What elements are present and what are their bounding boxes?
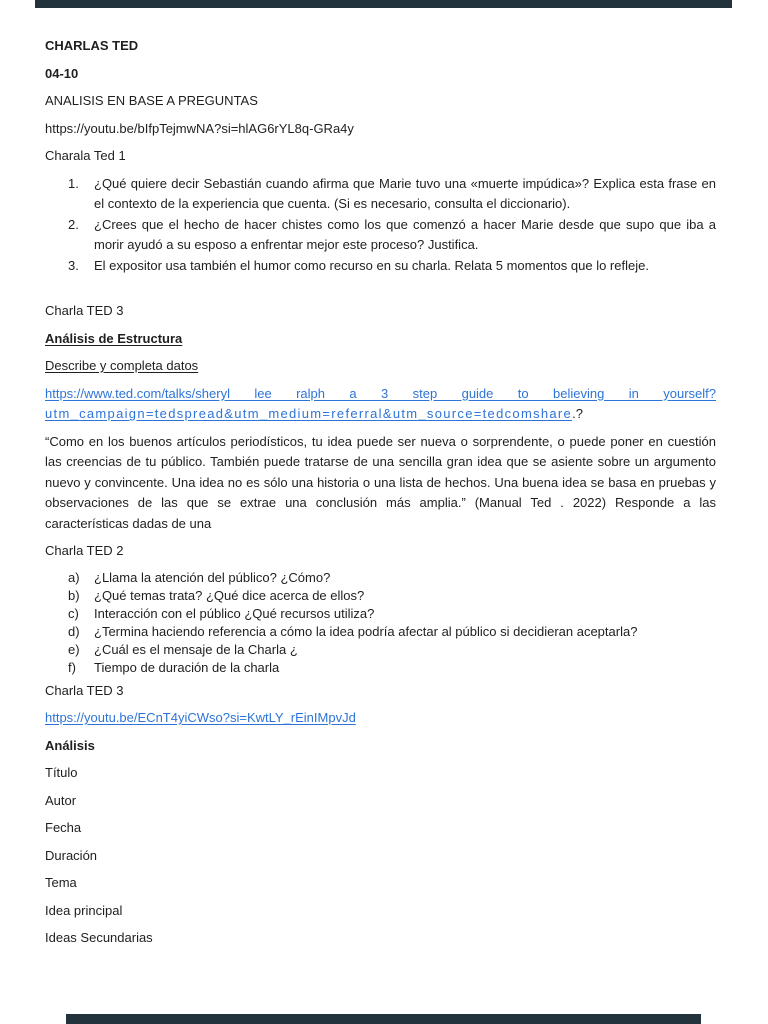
charla3-video-link[interactable]: https://youtu.be/ECnT4yiCWso?si=KwtLY_rEinIMpvJd [45,710,356,725]
list-item-text: ¿Cuál es el mensaje de la Charla ¿ [94,641,298,657]
estructura-heading: Análisis de Estructura [45,330,183,346]
list-item-text: ¿Termina haciendo referencia a cómo la idea podría afectar al público si decidieran aceptarla? [94,623,638,639]
list-item [68,215,716,256]
charla3-link-block [45,708,716,729]
list-item-marker: c) [68,605,79,621]
analysis-field-label: Fecha [45,820,82,835]
analysis-field-list [45,763,716,949]
list-item-marker: d) [68,623,80,639]
list-item-marker: e) [68,641,80,657]
analysis-field-label: Título [45,765,78,780]
charla2-label: Charla TED 2 [45,543,124,558]
ted-talk-link-suffix: .? [572,406,583,421]
ted-talk-link-line1[interactable]: https://www.ted.com/talks/sheryl lee ralph a 3 step guide to believing in yourself? [45,385,716,401]
list-item [68,659,716,677]
list-item [68,256,716,277]
ted-talk-link-line2-wrap [45,404,716,425]
list-item-text: ¿Llama la atención del público? ¿Cómo? [94,569,331,585]
list-item-text: El expositor usa también el humor como recurso en su charla. Relata 5 momentos que lo refleje. [94,257,649,273]
list-item-text: ¿Qué temas trata? ¿Qué dice acerca de ellos? [94,587,365,603]
list-item [68,587,716,605]
analysis-field-label: Idea principal [45,902,123,918]
charla2-question-list [45,569,716,677]
ted-talk-link-block [45,384,716,425]
analysis-field-label: Autor [45,792,77,808]
estructura-label: Charla TED 3 [45,303,124,318]
manual-ted-quote: “Como en los buenos artículos periodísticos, tu idea puede ser nueva o sorprendente, o puede poner en cuestión las creencias de tu público. También puede tratarse de una sencilla gran idea que se asiente sobre un argumento nuevo y convincente. Una idea no es sólo una historia o una lista de hechos. Una buena idea se basa en pruebas y observaciones de las que se extrae una conclusión más amplia.” (Manual Ted . 2022) Responde a las características dadas de una [45,433,716,531]
list-item-marker: a) [68,569,80,585]
analysis-field-label: Duración [45,847,98,863]
list-item-marker: 1. [68,175,79,191]
charla1-label: Charala Ted 1 [45,148,126,163]
list-item [68,641,716,659]
list-item-text: Interacción con el público ¿Qué recursos utiliza? [94,605,375,621]
ted-talk-link-line2[interactable]: utm_campaign=tedspread&utm_medium=referral&utm_source=tedcomshare [45,406,573,421]
charla3-label: Charla TED 3 [45,682,124,698]
page-edge-bottom [66,1014,701,1024]
doc-date: 04-10 [45,65,79,81]
intro-video-url: https://youtu.be/bIfpTejmwNA?si=hlAG6rYL8q-GRa4y [45,120,354,136]
estructura-subheading: Describe y completa datos [45,358,199,373]
doc-title: CHARLAS TED [45,38,139,53]
analysis-field-label: Ideas Secundarias [45,930,153,945]
charla1-question-list [45,174,716,277]
list-item-text: Tiempo de duración de la charla [94,659,280,675]
list-item [68,605,716,623]
list-item-marker: 3. [68,257,79,273]
list-item [68,623,716,641]
list-item-marker: 2. [68,216,79,232]
doc-subtitle: ANALISIS EN BASE A PREGUNTAS [45,93,258,108]
analysis-heading: Análisis [45,737,95,753]
list-item-marker: f) [68,659,76,675]
analysis-field-label: Tema [45,875,77,890]
list-item [68,569,716,587]
list-item [68,174,716,215]
list-item-text: ¿Crees que el hecho de hacer chistes como los que comenzó a hacer Marie desde que supo que iba a morir ayudó a su esposo a enfrentar mejor este proceso? Justifica. [94,216,716,252]
list-item-text: ¿Qué quiere decir Sebastián cuando afirma que Marie tuvo una «muerte impúdica»? Explica esta frase en el contexto de la experiencia que cuenta. (Si es necesario, consulta el diccionario). [94,175,716,211]
list-item-marker: b) [68,587,80,603]
